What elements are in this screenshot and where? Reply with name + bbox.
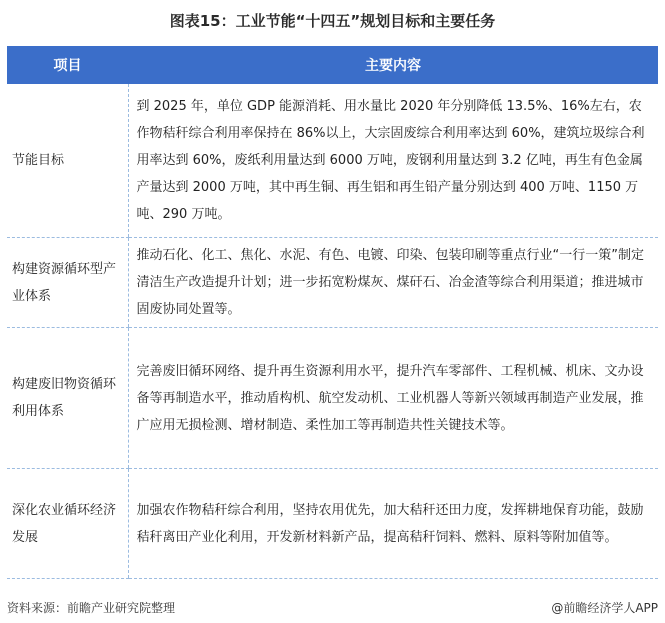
footer [7,599,658,616]
brand-credit: @前瞻经济学人APP [551,601,658,615]
row-content: 完善废旧循环网络、提升再生资源利用水平，提升汽车零部件、工程机械、机床、文办设备等再制造水平，推动盾构机、航空发动机、工业机器人等新兴领域再制造产业发展，推广应用无损检测、增材制造、柔性加工等再制造共性关键技术等。 [128,328,658,469]
chart-title: 图表15：工业节能“十四五”规划目标和主要任务 [169,12,496,30]
row-item: 构建资源循环型产业体系 [7,238,128,328]
plan-table [7,46,658,579]
header-item: 项目 [7,46,128,84]
table-header-row [7,46,658,84]
header-content: 主要内容 [128,46,658,84]
table-row [7,328,658,469]
row-item: 节能目标 [7,84,128,238]
row-content: 到 2025 年，单位 GDP 能源消耗、用水量比 2020 年分别降低 13.5%、16%左右，农作物秸秆综合利用率保持在 86%以上，大宗固废综合利用率达到 60%，建筑垃圾综合利用率达到 60%，废纸利用量达到 6000 万吨，废钢利用量达到 3.2 亿吨，再生有色金属产量达到 2000 万吨，其中再生铜、再生铝和再生铅产量分别达到 400 万吨、1150 万吨、290 万吨。 [128,84,658,238]
row-content: 推动石化、化工、焦化、水泥、有色、电镀、印染、包装印刷等重点行业“一行一策”制定清洁生产改造提升计划；进一步拓宽粉煤灰、煤矸石、冶金渣等综合利用渠道；推进城市固废协同处置等。 [128,238,658,328]
row-item: 深化农业循环经济发展 [7,469,128,579]
source-note: 资料来源：前瞻产业研究院整理 [7,601,176,615]
table-row [7,469,658,579]
table-row [7,84,658,238]
table-row [7,238,658,328]
row-item: 构建废旧物资循环利用体系 [7,328,128,469]
row-content: 加强农作物秸秆综合利用，坚持农用优先，加大秸秆还田力度，发挥耕地保育功能，鼓励秸秆离田产业化利用，开发新材料新产品，提高秸秆饲料、燃料、原料等附加值等。 [128,469,658,579]
